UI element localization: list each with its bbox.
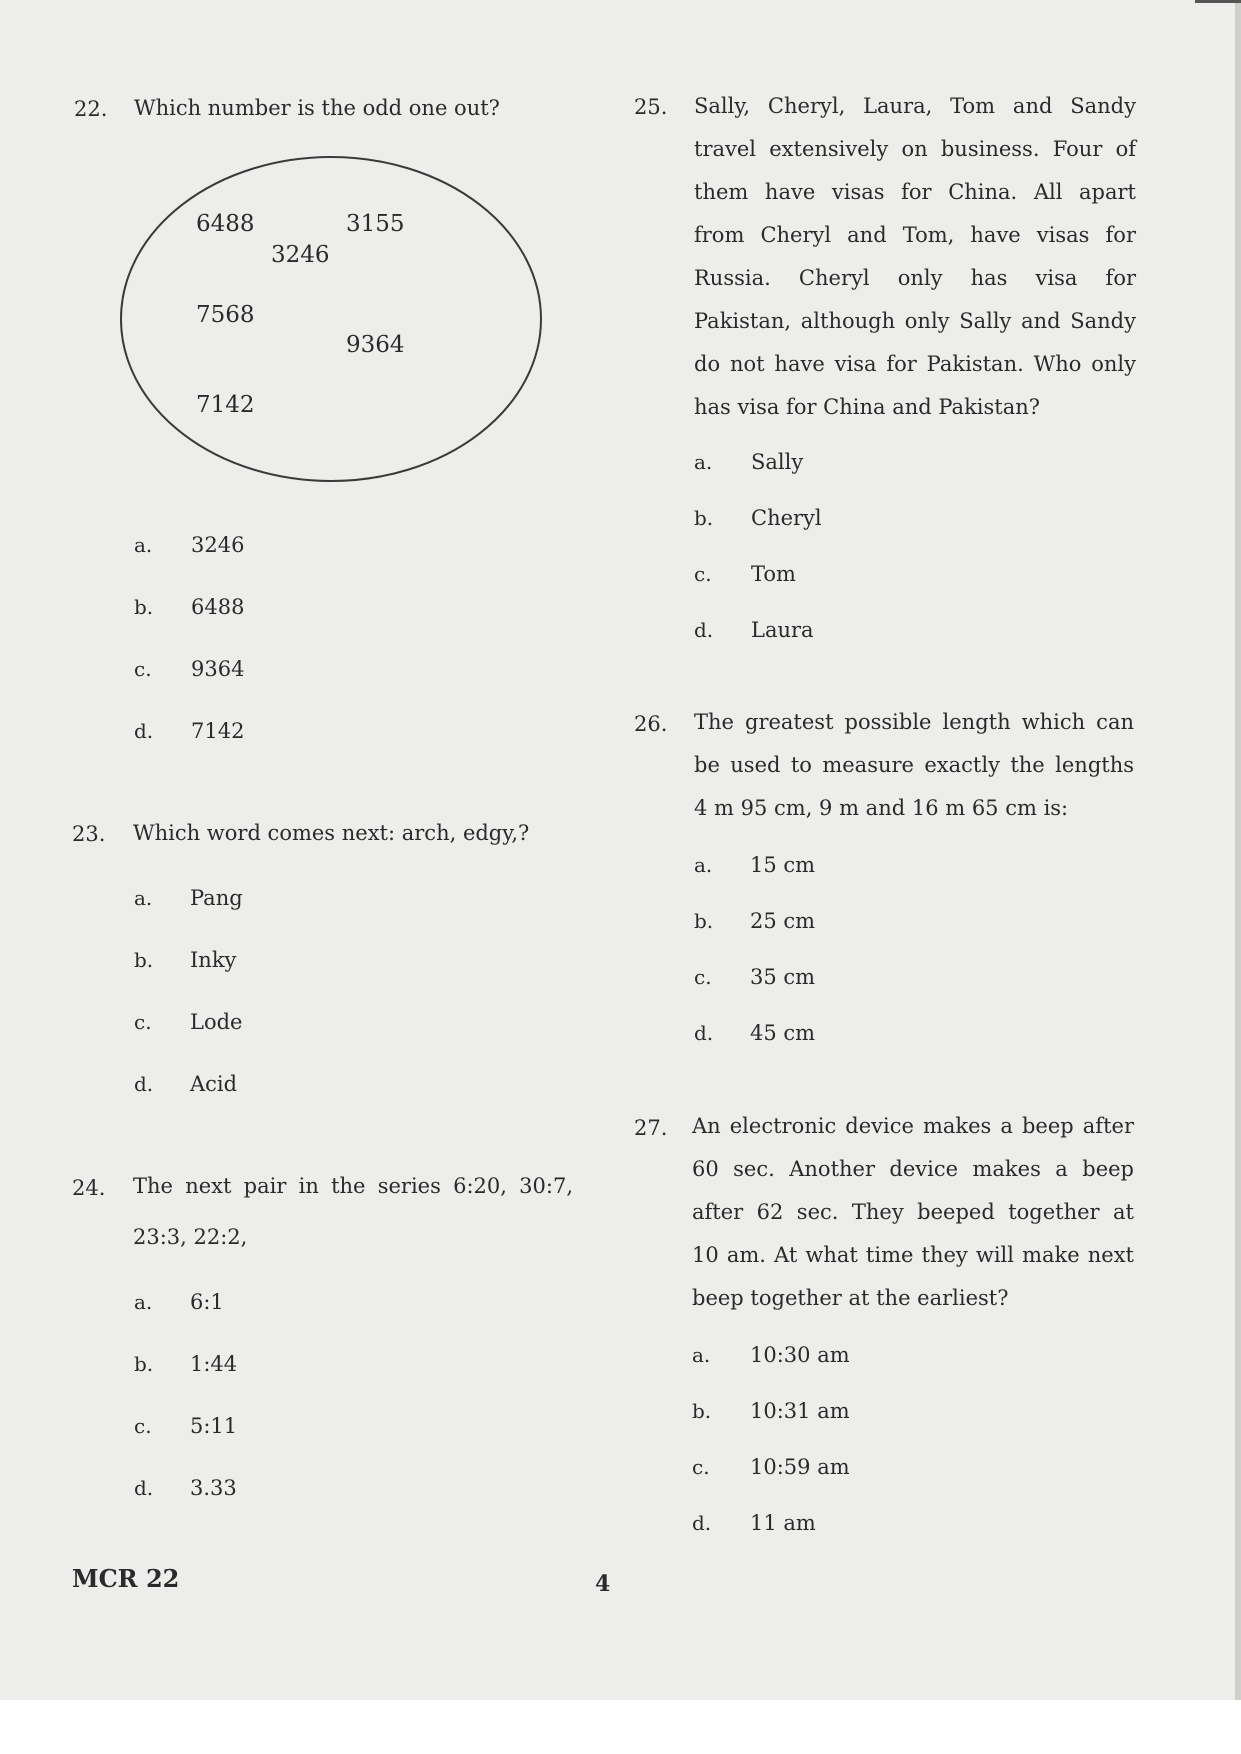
question-text-line: from Cheryl and Tom, have visas for [694, 223, 1136, 247]
question-text-line: be used to measure exactly the lengths [694, 753, 1134, 777]
option-letter: d. [694, 1021, 714, 1045]
question-text-line: Sally, Cheryl, Laura, Tom and Sandy [694, 94, 1136, 118]
question-text-line: do not have visa for Pakistan. Who only [694, 352, 1136, 376]
option-letter: b. [134, 595, 154, 619]
option-text: 10:31 am [750, 1399, 850, 1423]
option-text: Acid [190, 1072, 238, 1096]
page-number: 4 [595, 1571, 611, 1597]
question-text-line: beep together at the earliest? [692, 1286, 1009, 1310]
option-text: Inky [190, 948, 237, 972]
option-text: Tom [751, 562, 796, 586]
question-text-line: has visa for China and Pakistan? [694, 395, 1041, 419]
circle-number: 3246 [271, 242, 330, 268]
option-text: 45 cm [750, 1021, 816, 1045]
question-number: 22. [74, 97, 108, 121]
circle-number: 6488 [196, 211, 255, 237]
question-text-line: Russia. Cheryl only has visa for [694, 266, 1136, 290]
paper-edge [1235, 0, 1241, 1700]
option-text: 6:1 [190, 1290, 224, 1314]
option-letter: d. [692, 1511, 712, 1535]
option-text: Cheryl [751, 506, 822, 530]
paper-corner-mark [1195, 0, 1241, 8]
option-text: 3.33 [190, 1476, 237, 1500]
question-text: Which word comes next: arch, edgy,? [133, 821, 530, 845]
option-letter: d. [694, 618, 714, 642]
option-letter: c. [692, 1455, 710, 1479]
question-text-line: 23:3, 22:2, [133, 1225, 248, 1249]
circle-number: 7142 [196, 392, 255, 418]
option-text: 7142 [191, 719, 245, 743]
option-text: Laura [751, 618, 814, 642]
circle-number: 3155 [346, 211, 405, 237]
option-letter: b. [134, 1352, 154, 1376]
question-text-line: The greatest possible length which can [694, 710, 1134, 734]
option-text: 15 cm [750, 853, 816, 877]
option-letter: a. [134, 886, 153, 910]
option-text: 10:30 am [750, 1343, 850, 1367]
question-text-line: them have visas for China. All apart [694, 180, 1136, 204]
question-text-line: The next pair in the series 6:20, 30:7, [133, 1174, 573, 1198]
circle-number: 7568 [196, 302, 255, 328]
option-letter: b. [694, 909, 714, 933]
circle-number: 9364 [346, 332, 405, 358]
question-text-line: 4 m 95 cm, 9 m and 16 m 65 cm is: [694, 796, 1069, 820]
option-text: 11 am [750, 1511, 816, 1535]
question-number: 25. [634, 95, 668, 119]
question-text-line: Pakistan, although only Sally and Sandy [694, 309, 1136, 333]
question-text-line: 60 sec. Another device makes a beep [692, 1157, 1134, 1181]
number-circle [118, 150, 544, 488]
option-letter: d. [134, 719, 154, 743]
option-letter: b. [692, 1399, 712, 1423]
question-text-line: travel extensively on business. Four of [694, 137, 1136, 161]
option-letter: b. [694, 506, 714, 530]
option-letter: c. [134, 1010, 152, 1034]
option-text: 3246 [191, 533, 245, 557]
question-number: 26. [634, 712, 668, 736]
option-letter: d. [134, 1476, 154, 1500]
option-letter: a. [694, 853, 713, 877]
question-number: 24. [72, 1176, 106, 1200]
question-text: Which number is the odd one out? [134, 96, 500, 120]
option-text: 25 cm [750, 909, 816, 933]
question-text-line: after 62 sec. They beeped together at [692, 1200, 1134, 1224]
question-text-line: An electronic device makes a beep after [692, 1114, 1134, 1138]
option-text: 10:59 am [750, 1455, 850, 1479]
option-text: Sally [751, 450, 804, 474]
option-letter: a. [694, 450, 713, 474]
option-letter: d. [134, 1072, 154, 1096]
option-letter: c. [134, 1414, 152, 1438]
question-text-line: 10 am. At what time they will make next [692, 1243, 1134, 1267]
circle-outline [121, 157, 541, 481]
question-number: 27. [634, 1116, 668, 1140]
option-letter: b. [134, 948, 154, 972]
option-text: 1:44 [190, 1352, 238, 1376]
option-text: Pang [190, 886, 243, 910]
option-letter: c. [134, 657, 152, 681]
option-letter: a. [134, 533, 153, 557]
exam-code: MCR 22 [72, 1564, 180, 1593]
option-text: Lode [190, 1010, 243, 1034]
option-text: 5:11 [190, 1414, 238, 1438]
option-text: 9364 [191, 657, 245, 681]
option-text: 35 cm [750, 965, 816, 989]
option-letter: a. [134, 1290, 153, 1314]
option-letter: a. [692, 1343, 711, 1367]
option-letter: c. [694, 562, 712, 586]
question-number: 23. [72, 822, 106, 846]
option-letter: c. [694, 965, 712, 989]
option-text: 6488 [191, 595, 245, 619]
